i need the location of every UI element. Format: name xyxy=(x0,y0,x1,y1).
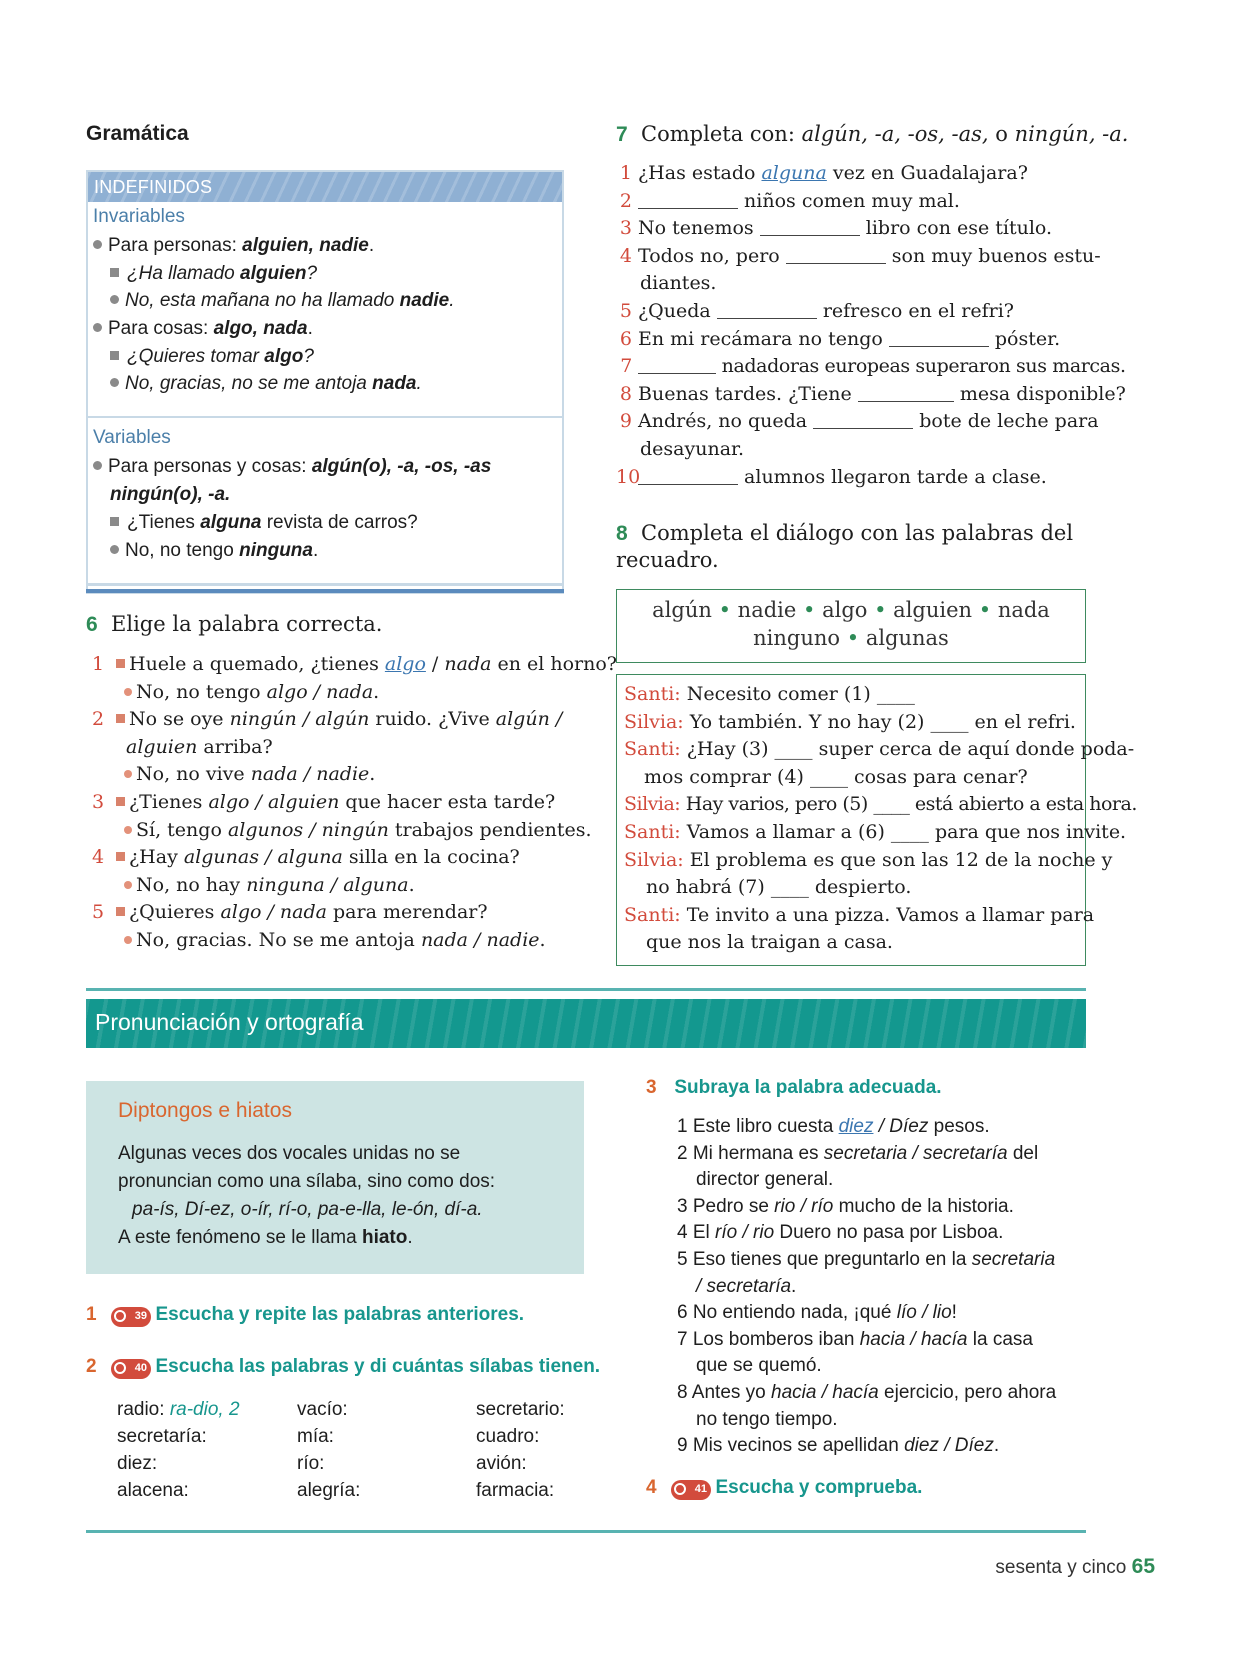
dialogue-line: Santi: Te invito a una pizza. Vamos a llamar para xyxy=(624,903,1095,926)
exercise-p2: 2 40 Escucha las palabras y di cuántas sílabas tienen. xyxy=(86,1356,601,1377)
dialogue-line: mos comprar (4) ____ cosas para cenar? xyxy=(644,765,1028,788)
indefinidos-header xyxy=(88,172,562,202)
rule-variables: Para personas y cosas: algún(o), -a, -os, -as xyxy=(93,453,491,481)
exercise-6-heading: 6 Elige la palabra correcta. xyxy=(86,612,383,636)
list-item: 10 alumnos llegaron tarde a clase. xyxy=(616,465,1047,488)
list-item: 5 ¿Quieres algo / nada para merendar? xyxy=(92,901,488,924)
dialogue-line: no habrá (7) ____ despierto. xyxy=(646,876,912,899)
list-item: 4 ¿Hay algunas / alguna silla en la cocina? xyxy=(92,846,520,869)
list-item: 6 En mi recámara no tengo póster. xyxy=(619,327,1061,350)
example-question: ¿Quieres tomar algo? xyxy=(110,343,314,371)
exercise-7-heading: 7 Completa con: algún, -a, -os, -as, o ningún, -a. xyxy=(616,122,1129,146)
list-item: 1 Huele a quemado, ¿tienes algo / nada en el horno? xyxy=(92,653,617,675)
exercise-p3-list xyxy=(677,1114,1087,1460)
section-banner xyxy=(86,999,1086,1048)
audio-cd-icon[interactable]: 40 xyxy=(111,1359,151,1379)
rule-personas: Para personas: alguien, nadie. xyxy=(93,232,374,260)
indefinidos-box xyxy=(86,170,564,594)
list-item: 8 Buenas tardes. ¿Tiene mesa disponible? xyxy=(619,382,1126,405)
list-item: 9 Mis vecinos se apellidan diez / Díez. xyxy=(677,1435,1000,1457)
list-item: No, no tengo algo / nada. xyxy=(92,679,564,707)
exercise-p4: 4 41 Escucha y comprueba. xyxy=(646,1477,923,1498)
list-item: 7 nadadoras europeas superaron sus marcas. xyxy=(620,355,1126,378)
diptongos-text: pronuncian como una sílaba, sino como dos: xyxy=(118,1171,496,1192)
exercise-p3-heading: 3 Subraya la palabra adecuada. xyxy=(646,1077,942,1098)
diptongos-examples: pa-ís, Dí-ez, o-ír, rí-o, pa-e-lla, le-ón, dí-a. xyxy=(132,1199,483,1220)
invariables-label: Invariables xyxy=(93,206,185,227)
box-bottom-rule-accent xyxy=(86,589,564,593)
list-item: 2 Mi hermana es secretaria / secretaría del xyxy=(677,1142,1039,1164)
diptongos-title: Diptongos e hiatos xyxy=(118,1099,292,1122)
list-item: 8 Antes yo hacia / hacía ejercicio, pero ahora xyxy=(677,1381,1057,1403)
dialogue-line: Santi: ¿Hay (3) ____ super cerca de aquí donde poda- xyxy=(624,738,1135,761)
list-item: No, gracias. No se me antoja nada / nadie. xyxy=(92,927,564,955)
box-divider xyxy=(88,416,562,418)
diptongos-box xyxy=(86,1081,584,1274)
audio-cd-icon[interactable]: 39 xyxy=(111,1307,151,1327)
list-item: No, no vive nada / nadie. xyxy=(92,761,564,789)
grammar-title: Gramática xyxy=(86,122,189,145)
list-item: 1 Este libro cuesta diez / Díez pesos. xyxy=(677,1116,990,1137)
word-bank xyxy=(616,589,1086,663)
list-item: 7 Los bomberos iban hacia / hacía la casa xyxy=(677,1328,1033,1350)
list-item: No, no hay ninguna / alguna. xyxy=(92,872,564,900)
list-item: 3 ¿Tienes algo / alguien que hacer esta tarde? xyxy=(92,790,556,813)
list-item: 3 No tenemos libro con ese título. xyxy=(619,217,1053,240)
exercise-p1: 1 39 Escucha y repite las palabras anteriores. xyxy=(86,1304,525,1325)
example-answer: No, esta mañana no ha llamado nadie. xyxy=(110,287,455,315)
list-item: 5 ¿Queda refresco en el refri? xyxy=(619,299,1014,322)
list-item: 4 Todos no, pero son muy buenos estu- xyxy=(619,244,1101,267)
list-item: alguien arriba? xyxy=(126,735,273,758)
example-answer: No, no tengo ninguna. xyxy=(110,537,318,565)
bottom-rule xyxy=(86,1530,1086,1533)
dialogue-line: Santi: Vamos a llamar a (6) ____ para que nos invite. xyxy=(624,820,1127,843)
indefinidos-header-label: INDEFINIDOS xyxy=(94,177,213,197)
box-bottom-rule xyxy=(86,583,564,586)
list-item: 9 Andrés, no queda bote de leche para xyxy=(619,410,1099,433)
dialogue-line: Silvia: Hay varios, pero (5) ____ está abierto a esta hora. xyxy=(624,793,1137,816)
exercise-8-heading: 8 Completa el diálogo con las palabras del recuadro. xyxy=(616,521,1074,572)
variables-label: Variables xyxy=(93,427,171,448)
word-bank-row: algún • nadie • algo • alguien • nada xyxy=(652,598,1050,622)
list-item: que se quemó. xyxy=(696,1355,822,1377)
list-item: 6 No entiendo nada, ¡qué lío / lio! xyxy=(677,1302,957,1324)
dialogue-box xyxy=(616,674,1137,966)
example-question: ¿Tienes alguna revista de carros? xyxy=(110,509,418,537)
list-item: diantes. xyxy=(640,272,717,295)
list-item: no tengo tiempo. xyxy=(696,1408,838,1430)
list-item: desayunar. xyxy=(640,437,745,460)
page-number: 65 xyxy=(1131,1555,1155,1578)
section-rule xyxy=(86,988,1086,991)
dialogue-line: Santi: Necesito comer (1) ____ xyxy=(624,683,915,705)
list-item: / secretaría. xyxy=(696,1275,797,1297)
diptongos-text: A este fenómeno se le llama hiato. xyxy=(118,1227,413,1248)
audio-cd-icon[interactable]: 41 xyxy=(671,1480,711,1500)
exercise-6-list xyxy=(92,651,617,955)
example-answer: No, gracias, no se me antoja nada. xyxy=(110,370,422,398)
dialogue-line: Silvia: Yo también. Y no hay (2) ____ en el refri. xyxy=(624,710,1076,733)
rule-cosas: Para cosas: algo, nada. xyxy=(93,315,313,343)
rule-variables-cont: ningún(o), -a. xyxy=(110,484,231,505)
diptongos-text: Algunas veces dos vocales unidas no se xyxy=(118,1143,461,1164)
dialogue-line: que nos la traigan a casa. xyxy=(646,931,893,954)
list-item: 2 No se oye ningún / algún ruido. ¿Vive algún / xyxy=(92,708,563,731)
list-item: 3 Pedro se rio / río mucho de la historia. xyxy=(677,1195,1014,1217)
example-question: ¿Ha llamado alguien? xyxy=(110,260,317,288)
section-banner-title: Pronunciación y ortografía xyxy=(95,1009,364,1035)
page-footer: sesenta y cinco 65 xyxy=(995,1555,1155,1578)
list-item: 4 El río / rio Duero no pasa por Lisboa. xyxy=(677,1222,1004,1244)
dialogue-line: Silvia: El problema es que son las 12 de la noche y xyxy=(624,848,1113,871)
list-item: 5 Eso tienes que preguntarlo en la secretaria xyxy=(677,1248,1056,1270)
list-item: Sí, tengo algunos / ningún trabajos pendientes. xyxy=(92,817,564,845)
list-item: director general. xyxy=(696,1169,834,1191)
list-item: 2 niños comen muy mal. xyxy=(619,189,960,212)
exercise-7-list xyxy=(616,160,1126,491)
list-item: 1 ¿Has estado alguna vez en Guadalajara? xyxy=(619,162,1028,184)
word-bank-row: ninguno • algunas xyxy=(753,626,949,650)
